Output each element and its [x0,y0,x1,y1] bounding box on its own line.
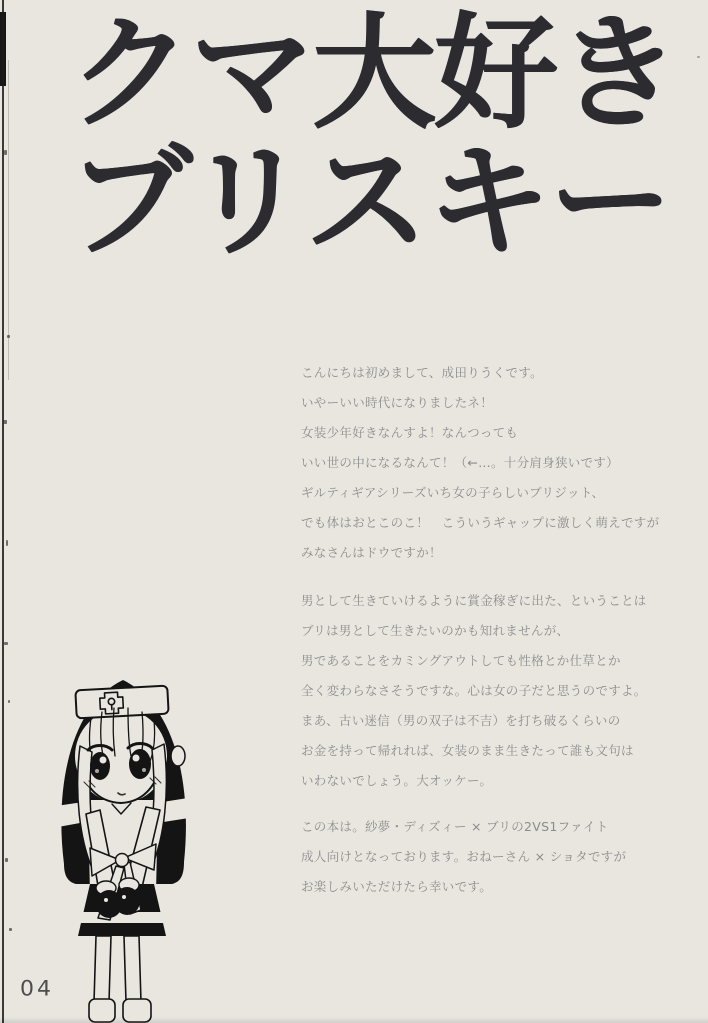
text-line: お金を持って帰れれば、女装のまま生きたって誰も文句は [301,743,634,758]
afterword-paragraph-2 [301,586,705,796]
text-line: いやーいい時代になりましたネ！ [301,395,494,410]
scan-speck [7,335,10,338]
scan-speck [4,642,8,645]
text-line: 女装少年好きなんすよ！なんつっても [301,425,519,440]
page-number: 04 [20,977,54,1002]
text-line: いわないでしょう。大オッケー。 [301,773,493,788]
afterword-paragraph-1 [301,358,705,568]
legs [89,936,151,1022]
scan-speck [9,928,12,931]
ear [171,746,185,766]
text-line: 男であることをカミングアウトしても性格とか仕草とか [301,653,621,668]
text-line: まあ、古い迷信（男の双子は不吉）を打ち破るくらいの [301,713,621,728]
scan-speck [5,858,8,862]
text-line: いい世の中になるなんて！（←…。十分肩身狭いです） [301,455,619,470]
text-line: みなさんはドウですか！ [301,545,442,560]
afterword-paragraph-3 [301,812,705,902]
text-line: こんにちは初めまして、成田りうくです。 [301,365,543,380]
text-line: この本は。紗夢・ディズィー × ブリの2VS1ファイト [301,819,609,834]
character-illustration [36,654,210,1023]
title-line-1: クマ大好き [68,1,679,146]
text-line: ギルティギアシリーズいち女の子らしいブリジット、 [301,485,605,500]
scan-speck [6,540,8,546]
text-line: お楽しみいただけたら幸いです。 [301,879,493,894]
page-title [68,1,679,274]
scan-speck [8,700,10,703]
title-line-2: ブリスキー [68,129,671,274]
text-line: 男として生きていけるように賞金稼ぎに出た、ということは [301,593,647,608]
scan-edge-faint-line [8,60,9,380]
text-line: でも体はおとこのこ！ こういうギャップに激しく萌えですが [301,515,660,530]
scan-speck [4,150,7,155]
text-line: ブリは男として生きたいのかも知れませんが、 [301,623,570,638]
text-line: 成人向けとなっております。おねーさん × ショタですが [301,849,627,864]
text-line: 全く変わらなさそうですな。心は女の子だと思うのですよ。 [301,683,647,698]
headband [75,686,168,719]
scan-speck [3,420,7,424]
scan-speck [697,56,700,58]
